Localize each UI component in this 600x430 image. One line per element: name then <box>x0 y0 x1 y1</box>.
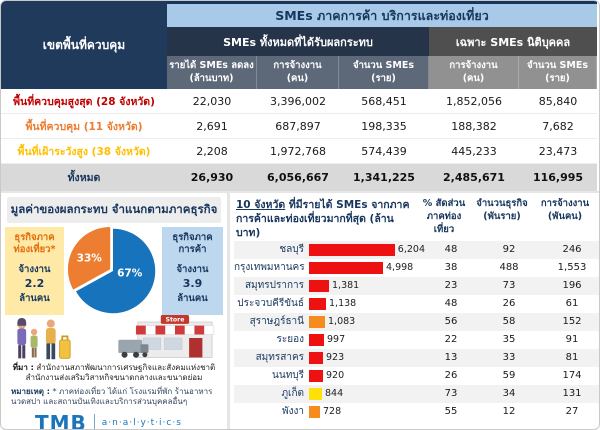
province-row <box>234 385 600 403</box>
province-row <box>234 313 600 331</box>
province-name: นนทบุรี <box>272 370 304 382</box>
provinces-header <box>234 196 600 241</box>
tourism-sector-box <box>5 227 64 315</box>
pie-row <box>1 225 227 315</box>
column-header-line: รายได้ SMEs ลดลง <box>169 59 254 71</box>
column-header-sme-count-all <box>339 56 429 89</box>
table-cell: 2,691 <box>167 114 257 139</box>
province-employment: 196 <box>562 280 582 292</box>
tourism-heading-line1: ธุรกิจภาค <box>14 232 55 243</box>
province-tourism-share: 26 <box>444 370 458 382</box>
table-cell: 574,439 <box>339 139 429 164</box>
province-name: สมุทรปราการ <box>244 280 304 292</box>
pie-label-trade: 67% <box>117 267 143 280</box>
province-bar <box>309 262 383 274</box>
column-header-sme-count-juristic <box>519 56 597 89</box>
source-line2: สำนักงานส่งเสริมวิสาหกิจขนาดกลางและขนาดย่อม <box>25 373 203 383</box>
column-header-revenue-loss <box>167 56 257 89</box>
table-cell: 198,335 <box>339 114 429 139</box>
province-tourism-share: 22 <box>444 334 458 346</box>
header-line: % สัดส่วน <box>422 198 466 209</box>
province-value: 4,998 <box>386 262 414 274</box>
province-bar-zone <box>309 388 425 400</box>
column-header-unit: (คน) <box>286 72 309 84</box>
table-cell: 22,030 <box>167 89 257 114</box>
province-tourism-share: 56 <box>444 316 458 328</box>
province-bar-zone <box>309 370 425 382</box>
province-employment: 174 <box>562 370 582 382</box>
source-label: ที่มา : <box>12 363 34 372</box>
province-bar-zone <box>309 244 425 256</box>
province-bar-zone <box>309 334 425 346</box>
stat-label: จ้างงาน <box>176 263 209 275</box>
province-bar <box>309 406 320 418</box>
province-bar-zone <box>309 262 425 274</box>
stat-label: จ้างงาน <box>18 263 51 275</box>
province-value: 997 <box>327 334 346 346</box>
province-row <box>234 367 600 385</box>
trade-heading-line2: การค้า <box>178 244 207 256</box>
tourist-family-illustration <box>9 317 97 361</box>
column-header-line: จำนวน SMEs <box>353 59 414 71</box>
tmb-analytics-logo <box>1 408 227 430</box>
header-business-count <box>470 196 534 224</box>
table-cell: 85,840 <box>519 89 597 114</box>
province-employment: 81 <box>565 352 579 364</box>
province-bar <box>309 352 323 364</box>
provinces-title-lead: 10 จังหวัด <box>236 199 286 211</box>
province-value: 844 <box>325 388 344 400</box>
province-row <box>234 277 600 295</box>
province-name: พังงา <box>282 406 304 418</box>
provinces-title-rest: ที่มีรายได้ SMEs จากภาคการค้าและท่องเที่ยวมากที่สุด (ล้านบาท) <box>236 199 410 240</box>
column-header-employment-all <box>257 56 339 89</box>
province-tourism-share: 13 <box>444 352 458 364</box>
province-businesses: 58 <box>502 316 516 328</box>
province-tourism-share: 23 <box>444 280 458 292</box>
footnote-line2: และสถานบันเทิงและบริการส่วนบุคคลอื่นๆ <box>43 397 188 407</box>
header-employment <box>534 196 596 224</box>
province-name: ชลบุรี <box>279 244 304 256</box>
province-value: 920 <box>326 370 345 382</box>
trade-box-heading <box>163 232 222 257</box>
stat-unit: ล้านคน <box>177 293 208 305</box>
province-employment: 61 <box>565 298 579 310</box>
province-businesses: 59 <box>502 370 516 382</box>
province-value: 923 <box>326 352 345 364</box>
footnote-line1: * ภาคท่องเที่ยว ได้แก่ โรงแรมที่พัก ร้านอาหาร นวดสปา <box>11 386 213 407</box>
province-bar <box>309 370 323 382</box>
province-value: 1,381 <box>332 280 360 292</box>
province-businesses: 33 <box>502 352 516 364</box>
table-cell: 687,897 <box>257 114 339 139</box>
table-cell: 1,972,768 <box>257 139 339 164</box>
impact-by-sector-panel <box>1 193 227 429</box>
impact-table <box>1 1 599 191</box>
province-businesses: 488 <box>499 262 519 274</box>
header-tourism-share <box>418 196 470 236</box>
provinces-title <box>234 196 418 241</box>
province-businesses: 73 <box>502 280 516 292</box>
province-bar-zone <box>309 352 425 364</box>
province-row <box>234 259 600 277</box>
province-tourism-share: 73 <box>444 388 458 400</box>
tmb-logo-text: TMB <box>35 410 87 430</box>
column-header-employment-juristic <box>429 56 519 89</box>
province-employment: 91 <box>565 334 579 346</box>
tourism-employment-stat <box>6 263 63 306</box>
total-cell: 2,485,671 <box>429 164 519 191</box>
province-row <box>234 349 600 367</box>
footnote <box>11 387 219 408</box>
province-name: สุราษฎร์ธานี <box>249 316 304 328</box>
top-provinces-panel <box>227 193 600 429</box>
province-name: สมุทรสาคร <box>255 352 304 364</box>
header-line: (พันคน) <box>547 210 583 222</box>
province-employment: 246 <box>562 244 582 256</box>
table-cell: 1,852,056 <box>429 89 519 114</box>
province-row <box>234 403 600 421</box>
zone-label-max-control: พื้นที่ควบคุมสูงสุด (28 จังหวัด) <box>1 89 167 114</box>
province-name: ระยอง <box>276 334 304 346</box>
province-tourism-share: 48 <box>444 298 458 310</box>
province-row <box>234 331 600 349</box>
table-cell: 23,473 <box>519 139 597 164</box>
province-employment: 131 <box>562 388 582 400</box>
source-note <box>1 363 227 384</box>
province-bar <box>309 334 324 346</box>
header-line: การจ้างงาน <box>540 198 590 209</box>
province-value: 1,138 <box>329 298 357 310</box>
table-title-banner: SMEs ภาคการค้า บริการและท่องเที่ยว <box>167 1 597 27</box>
province-bar <box>309 298 326 310</box>
province-bar <box>309 244 395 256</box>
store-illustration <box>115 315 219 361</box>
illustrations-row <box>1 315 227 361</box>
source-line1: สำนักงานสภาพัฒนาการเศรษฐกิจและสังคมแห่งชาติ <box>36 363 216 372</box>
province-value: 728 <box>323 406 342 418</box>
province-businesses: 92 <box>502 244 516 256</box>
province-tourism-share: 48 <box>444 244 458 256</box>
province-bar <box>309 280 329 292</box>
province-bar-zone <box>309 316 425 328</box>
bottom-section <box>1 191 599 429</box>
zone-label-high-surveillance: พื้นที่เฝ้าระวังสูง (38 จังหวัด) <box>1 139 167 164</box>
province-bar-zone <box>309 280 425 292</box>
province-tourism-share: 38 <box>444 262 458 274</box>
province-bar-zone <box>309 298 425 310</box>
total-cell: 6,056,667 <box>257 164 339 191</box>
stat-value: 2.2 <box>24 277 45 291</box>
header-line: ภาคท่องเที่ยว <box>426 210 462 235</box>
stat-unit: ล้านคน <box>19 293 50 305</box>
province-businesses: 26 <box>502 298 516 310</box>
pie-chart-wrap <box>67 227 159 315</box>
logo-divider <box>94 414 95 430</box>
trade-sector-box <box>162 227 223 315</box>
province-businesses: 12 <box>502 406 516 418</box>
trade-employment-stat <box>163 263 222 306</box>
table-cell: 2,208 <box>167 139 257 164</box>
column-header-line: การจ้างงาน <box>273 59 322 71</box>
total-cell: 116,995 <box>519 164 597 191</box>
total-row-label: ทั้งหมด <box>1 164 167 191</box>
zone-label-control: พื้นที่ควบคุม (11 จังหวัด) <box>1 114 167 139</box>
trade-heading-line1: ธุรกิจภาค <box>172 232 213 243</box>
table-cell: 568,451 <box>339 89 429 114</box>
column-header-line: จำนวน SMEs <box>527 59 588 71</box>
tourism-heading-line2: ท่องเที่ยว* <box>13 244 56 256</box>
province-tourism-share: 55 <box>444 406 458 418</box>
column-header-unit: (ราย) <box>371 72 396 84</box>
province-row <box>234 241 600 259</box>
column-header-line: การจ้างงาน <box>449 59 498 71</box>
province-name: กรุงเทพมหานคร <box>234 262 305 274</box>
table-cell: 3,396,002 <box>257 89 339 114</box>
province-name: ประจวบคีรีขันธ์ <box>237 298 304 310</box>
table-cell: 445,233 <box>429 139 519 164</box>
column-header-unit: (ราย) <box>545 72 570 84</box>
table-cell: 188,382 <box>429 114 519 139</box>
header-line: (พันราย) <box>483 210 521 222</box>
store-sign-text: Store <box>165 316 185 324</box>
province-businesses: 34 <box>502 388 516 400</box>
total-cell: 1,341,225 <box>339 164 429 191</box>
total-cell: 26,930 <box>167 164 257 191</box>
province-bar <box>309 388 322 400</box>
province-name: ภูเก็ต <box>281 388 304 400</box>
column-header-unit: (คน) <box>462 72 485 84</box>
province-employment: 1,553 <box>557 262 587 274</box>
column-header-unit: (ล้านบาท) <box>189 72 234 84</box>
table-cell: 7,682 <box>519 114 597 139</box>
pie-label-tourism: 33% <box>76 252 102 265</box>
province-employment: 27 <box>565 406 579 418</box>
group-header-juristic-smes: เฉพาะ SMEs นิติบุคคล <box>429 27 597 56</box>
analytics-logo-text: a·n·a·l·y·t·i·c·s <box>101 417 182 428</box>
province-businesses: 35 <box>502 334 516 346</box>
header-line: จำนวนธุรกิจ <box>476 198 528 209</box>
table-corner-header: เขตพื้นที่ควบคุม <box>1 1 167 89</box>
province-value: 6,204 <box>397 244 425 256</box>
pie-section-title: มูลค่าของผลกระทบ จำแนกตามภาคธุรกิจ <box>7 197 221 223</box>
group-header-all-smes: SMEs ทั้งหมดที่ได้รับผลกระทบ <box>167 27 429 56</box>
footnote-label: หมายเหตุ : <box>11 386 50 396</box>
province-value: 1,083 <box>328 316 356 328</box>
impact-pie-chart <box>67 227 159 315</box>
province-row <box>234 295 600 313</box>
province-employment: 152 <box>562 316 582 328</box>
province-bar-zone <box>309 406 425 418</box>
province-bar <box>309 316 325 328</box>
stat-value: 3.9 <box>182 277 203 291</box>
province-table-body <box>234 241 600 421</box>
tourism-box-heading <box>6 232 63 257</box>
